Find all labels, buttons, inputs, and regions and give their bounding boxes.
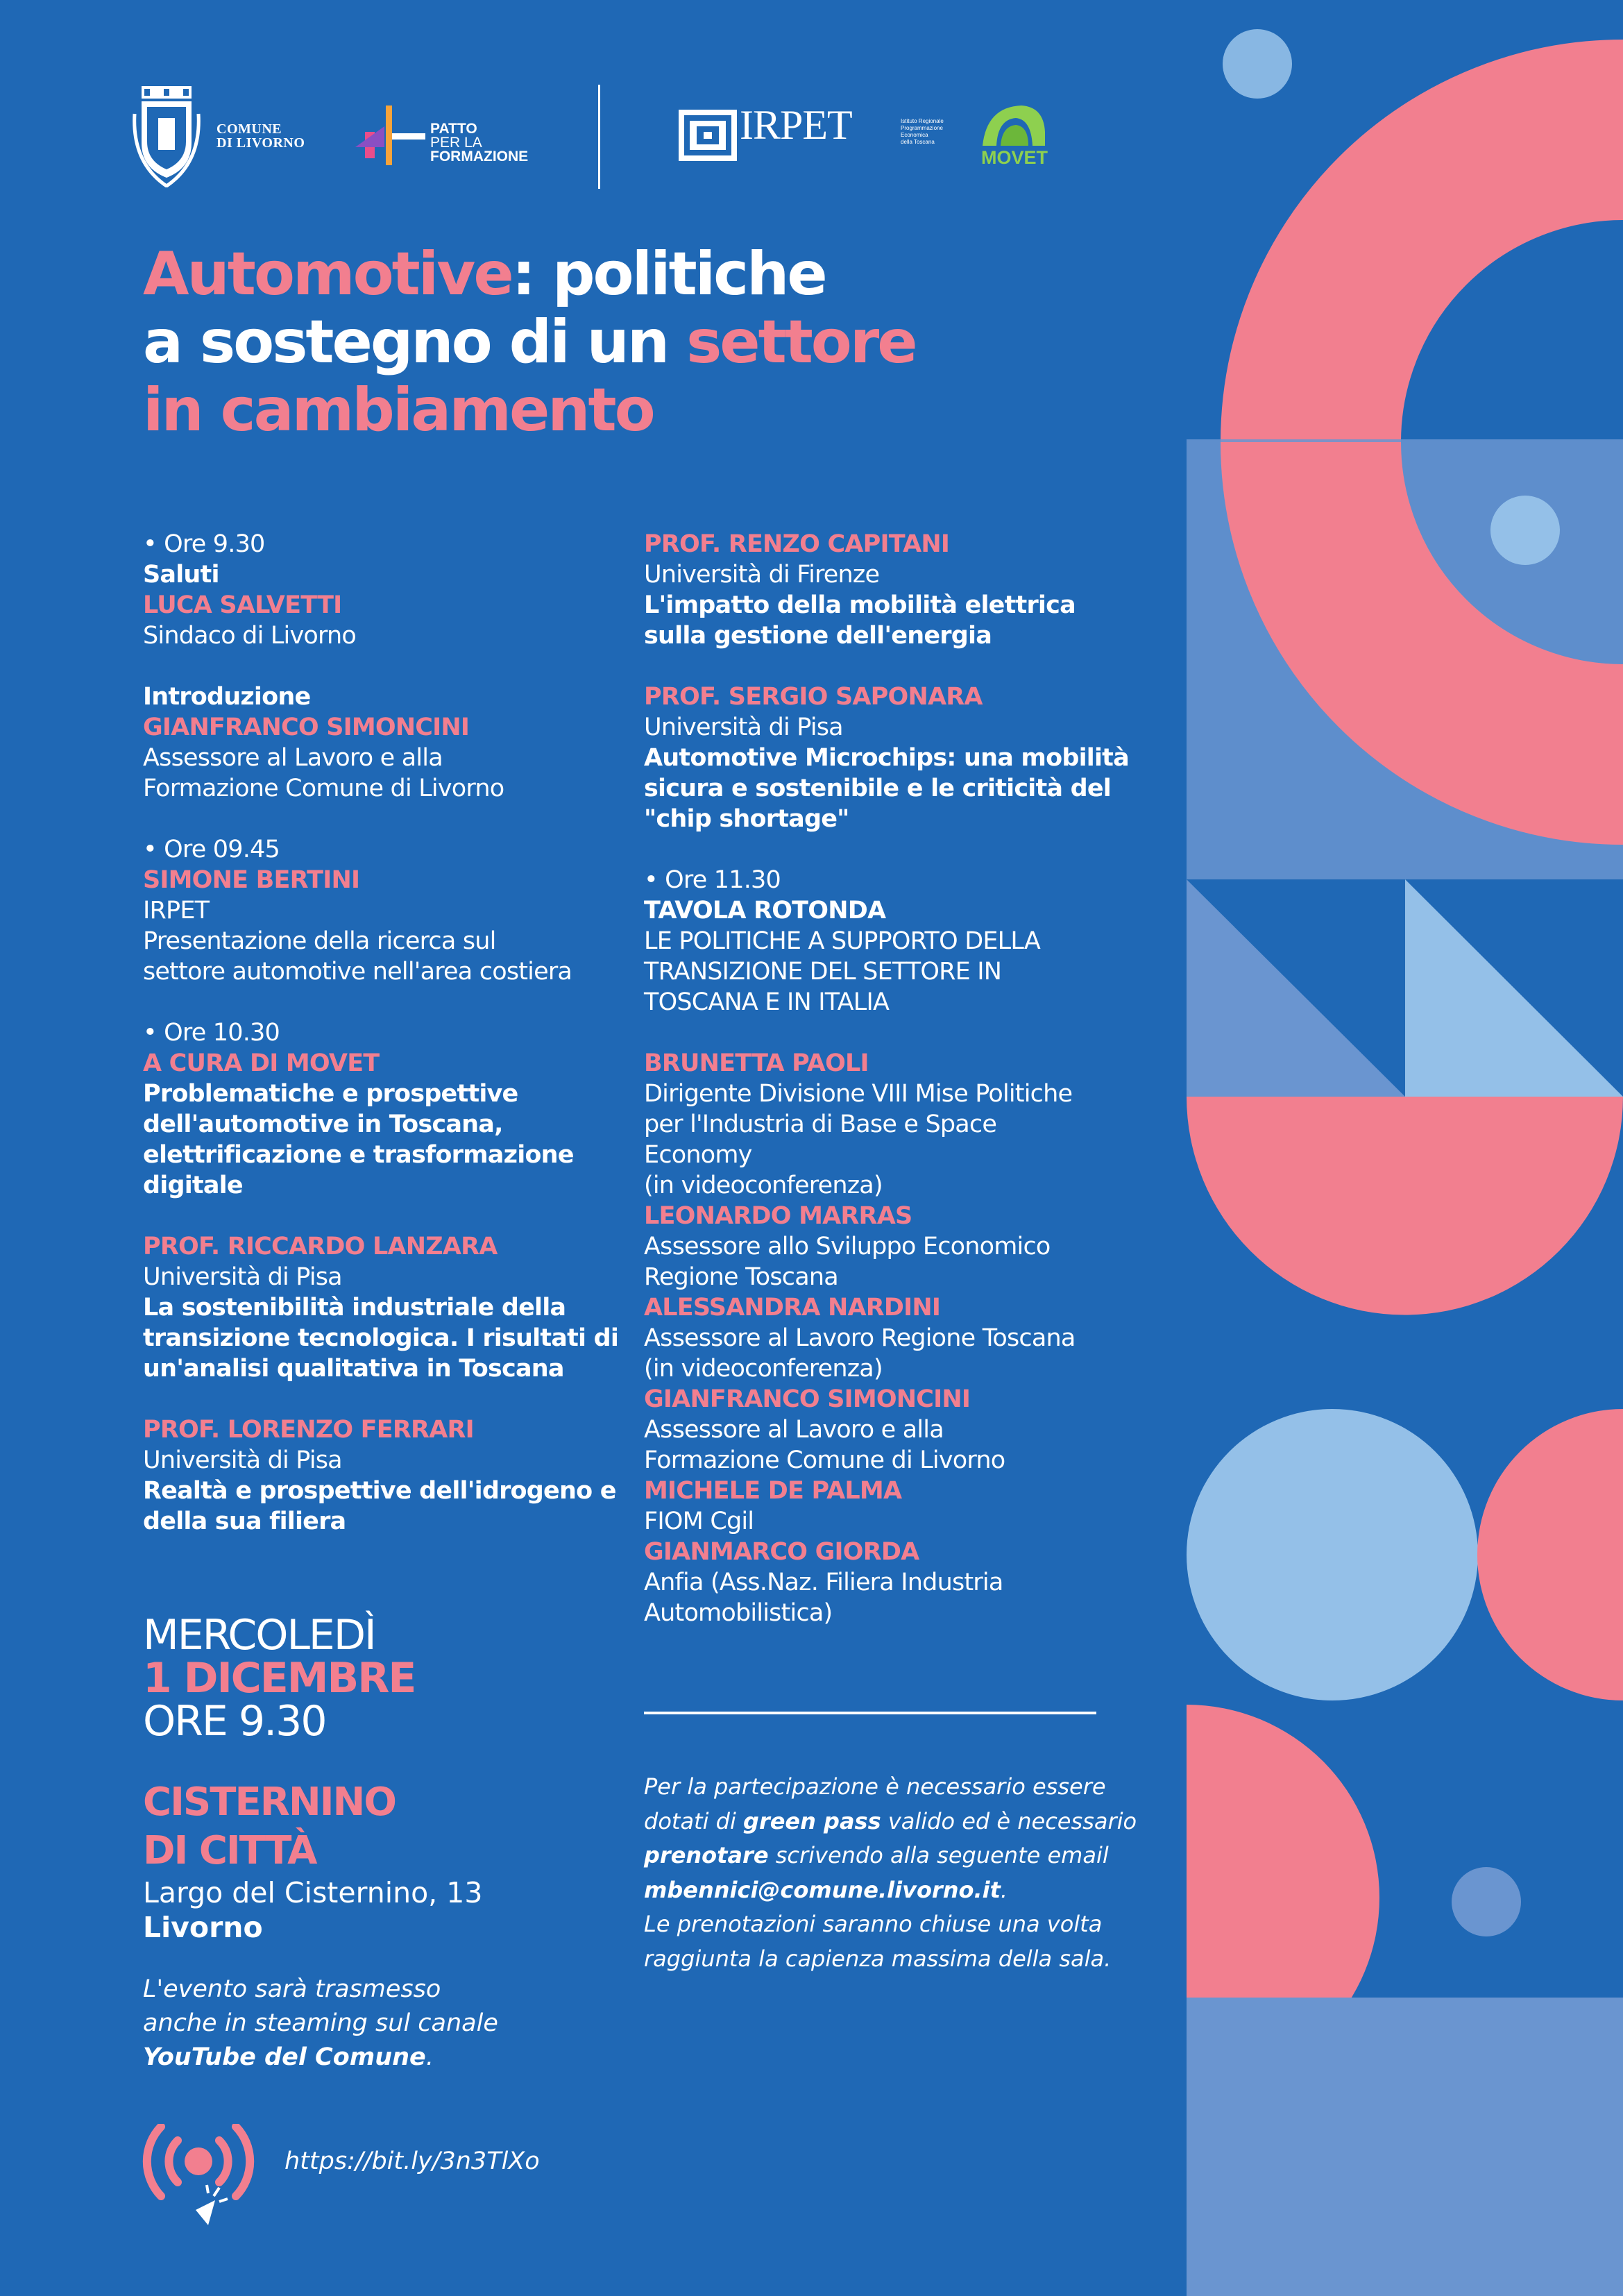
- participation-note: [644, 1770, 1171, 1976]
- speaker-name: PROF. SERGIO SAPONARA: [644, 683, 983, 711]
- triangle-left: [1187, 879, 1405, 1097]
- note-l2a: dotati di: [644, 1807, 744, 1834]
- program-line: La sostenibilità industriale della: [143, 1294, 566, 1322]
- speaker-name: LEONARDO MARRAS: [644, 1202, 912, 1230]
- program-line: Formazione Comune di Livorno: [644, 1446, 1005, 1474]
- pink-circle-right: [1477, 1409, 1623, 1700]
- livorno-crest-icon: [132, 86, 201, 187]
- venue-address: Largo del Cisternino, 13: [143, 1876, 483, 1909]
- comune-line-1: COMUNE: [216, 121, 282, 137]
- program-line: FIOM Cgil: [644, 1508, 754, 1535]
- patto-logo-text: [430, 122, 528, 164]
- note-line-5: Le prenotazioni saranno chiuse una volta: [644, 1911, 1103, 1937]
- stream-info: [143, 1973, 498, 2075]
- title-politiche: : politiche: [511, 239, 826, 309]
- irpet-sub-4: della Toscana: [901, 139, 935, 145]
- program-line: (in videoconferenza): [644, 1172, 883, 1199]
- title-line-2: [143, 308, 1045, 376]
- program-line: Università di Pisa: [143, 1446, 342, 1474]
- irpet-logo-subtitle: [901, 118, 944, 146]
- speaker-name: SIMONE BERTINI: [143, 866, 360, 894]
- irpet-sub-1: Istituto Regionale: [901, 118, 944, 124]
- program-line: TOSCANA E IN ITALIA: [644, 988, 890, 1016]
- program-line: Problematiche e prospettive: [143, 1080, 518, 1108]
- date-day: MERCOLEDÌ: [143, 1611, 375, 1660]
- stream-end: .: [425, 2043, 434, 2071]
- spacer: [143, 1201, 629, 1231]
- title-line-3: in cambiamento: [143, 375, 654, 445]
- program-line: Regione Toscana: [644, 1263, 838, 1291]
- note-line-3: [644, 1839, 1171, 1873]
- speaker-name: GIANMARCO GIORDA: [644, 1538, 919, 1566]
- irpet-logo-text: IRPET: [740, 102, 852, 148]
- blue-block: [1187, 1998, 1623, 2296]
- event-date: [143, 1611, 416, 1746]
- program-line: Realtà e prospettive dell'idrogeno e: [143, 1477, 616, 1505]
- movet-logo-text: MOVET: [981, 147, 1048, 168]
- venue-line-1: CISTERNINO: [143, 1780, 396, 1825]
- program-line: digitale: [143, 1172, 243, 1199]
- program-line: Università di Pisa: [143, 1263, 342, 1291]
- venue-city: Livorno: [143, 1911, 263, 1944]
- date-time: ORE 9.30: [143, 1697, 326, 1746]
- date-date: 1 DICEMBRE: [143, 1654, 416, 1703]
- stream-line-3: [143, 2041, 498, 2075]
- note-email[interactable]: mbennici@comune.livorno.it: [644, 1876, 1001, 1903]
- stream-youtube: YouTube del Comune: [143, 2043, 426, 2071]
- program-line: Formazione Comune di Livorno: [143, 775, 504, 802]
- title-settore: settore: [686, 307, 916, 377]
- patto-line-3: FORMAZIONE: [430, 149, 529, 164]
- program-line: transizione tecnologica. I risultati di: [143, 1324, 619, 1352]
- patto-line-1: PATTO: [430, 121, 477, 137]
- program-line: Presentazione della ricerca sul: [143, 927, 496, 955]
- triangle-right: [1405, 879, 1623, 1097]
- program-line: Università di Firenze: [644, 561, 880, 589]
- spacer: [644, 1018, 1144, 1048]
- venue-line-2: DI CITTÀ: [143, 1828, 316, 1873]
- patto-logo-icon: [351, 105, 427, 168]
- program-line: della sua filiera: [143, 1508, 346, 1535]
- program-line: Assessore al Lavoro e alla: [143, 744, 443, 772]
- note-line-4: [644, 1873, 1171, 1908]
- program-left-column: [143, 529, 629, 1537]
- stream-line-1: L'evento sarà trasmesso: [143, 1975, 441, 2003]
- program-line: Assessore allo Sviluppo Economico: [644, 1233, 1051, 1260]
- speaker-name: PROF. LORENZO FERRARI: [143, 1416, 474, 1444]
- program-line: (in videoconferenza): [644, 1355, 883, 1383]
- speaker-name: PROF. RENZO CAPITANI: [644, 530, 950, 558]
- title-line-1: [143, 240, 1045, 308]
- program-line: L'impatto della mobilità elettrica: [644, 591, 1076, 619]
- program-right-column: [644, 529, 1144, 1628]
- patto-line-2: PER LA: [430, 135, 482, 151]
- program-line: "chip shortage": [644, 805, 849, 833]
- program-line: • Ore 9.30: [143, 530, 265, 558]
- speaker-name: A CURA DI MOVET: [143, 1049, 380, 1077]
- speaker-name: LUCA SALVETTI: [143, 591, 342, 619]
- stream-line-2: anche in steaming sul canale: [143, 2009, 498, 2037]
- program-line: Assessore al Lavoro e alla: [644, 1416, 944, 1444]
- title-sostegno: a sostegno di un: [143, 307, 687, 377]
- spacer: [644, 834, 1144, 865]
- spacer: [143, 804, 629, 834]
- program-line: • Ore 11.30: [644, 866, 781, 894]
- irpet-sub-3: Economica: [901, 132, 928, 138]
- program-line: per l'Industria di Base e Space: [644, 1111, 997, 1138]
- note-l3b: scrivendo alla seguente email: [768, 1842, 1109, 1868]
- note-prenotare: prenotare: [644, 1842, 769, 1868]
- program-line: Introduzione: [143, 683, 311, 711]
- light-blue-circle: [1187, 1409, 1478, 1700]
- program-line: sicura e sostenibile e le criticità del: [644, 775, 1111, 802]
- spacer: [143, 1384, 629, 1415]
- page-title: [143, 240, 1045, 444]
- comune-line-2: DI LIVORNO: [216, 135, 305, 151]
- speaker-name: ALESSANDRA NARDINI: [644, 1294, 941, 1322]
- pink-half-disc: [1187, 1097, 1623, 1315]
- program-line: Automotive Microchips: una mobilità: [644, 744, 1129, 772]
- program-line: sulla gestione dell'energia: [644, 622, 992, 650]
- program-line: Assessore al Lavoro Regione Toscana: [644, 1324, 1076, 1352]
- program-line: elettrificazione e trasformazione: [143, 1141, 574, 1169]
- spacer: [644, 651, 1144, 682]
- speaker-name: MICHELE DE PALMA: [644, 1477, 902, 1505]
- program-line: un'analisi qualitativa in Toscana: [143, 1355, 564, 1383]
- program-line: Anfia (Ass.Naz. Filiera Industria: [644, 1569, 1003, 1596]
- small-circle-bottom: [1452, 1867, 1521, 1936]
- note-l4b: .: [1000, 1876, 1008, 1903]
- spacer: [143, 987, 629, 1018]
- program-line: Economy: [644, 1141, 752, 1169]
- irpet-logo-icon: [679, 110, 737, 161]
- stream-link[interactable]: https://bit.ly/3n3TlXo: [284, 2147, 540, 2175]
- speaker-name: GIANFRANCO SIMONCINI: [143, 714, 470, 741]
- note-line-2: [644, 1805, 1171, 1839]
- program-line: dell'automotive in Toscana,: [143, 1111, 503, 1138]
- small-circle-ring: [1490, 496, 1560, 565]
- program-line: TRANSIZIONE DEL SETTORE IN: [644, 958, 1002, 986]
- program-line: Università di Pisa: [644, 714, 843, 741]
- spacer: [143, 651, 629, 682]
- title-automotive: Automotive: [143, 239, 512, 309]
- comune-logo-text: [216, 122, 305, 150]
- speaker-name: BRUNETTA PAOLI: [644, 1049, 869, 1077]
- note-green-pass: green pass: [743, 1807, 881, 1834]
- program-line: • Ore 10.30: [143, 1019, 280, 1047]
- program-line: Dirigente Divisione VIII Mise Politiche: [644, 1080, 1073, 1108]
- program-line: TAVOLA ROTONDA: [644, 897, 886, 925]
- program-line: LE POLITICHE A SUPPORTO DELLA: [644, 927, 1041, 955]
- program-line: settore automotive nell'area costiera: [143, 958, 572, 986]
- broadcast-icon: [139, 2124, 264, 2228]
- program-line: IRPET: [143, 897, 210, 925]
- logo-divider: [598, 85, 600, 189]
- program-line: • Ore 09.45: [143, 836, 280, 863]
- note-line-6: raggiunta la capienza massima della sala.: [644, 1945, 1112, 1972]
- program-line: Sindaco di Livorno: [143, 622, 356, 650]
- note-line-1: Per la partecipazione è necessario essere: [644, 1773, 1106, 1800]
- program-line: Saluti: [143, 561, 219, 589]
- note-l2c: valido ed è necessario: [881, 1807, 1137, 1834]
- program-line: Automobilistica): [644, 1599, 833, 1627]
- movet-logo-icon: [980, 104, 1046, 149]
- small-circle-top: [1223, 29, 1292, 99]
- note-separator: [644, 1712, 1096, 1714]
- event-venue: [143, 1778, 482, 1945]
- irpet-sub-2: Programmazione: [901, 125, 943, 131]
- speaker-name: GIANFRANCO SIMONCINI: [644, 1385, 971, 1413]
- speaker-name: PROF. RICCARDO LANZARA: [143, 1233, 498, 1260]
